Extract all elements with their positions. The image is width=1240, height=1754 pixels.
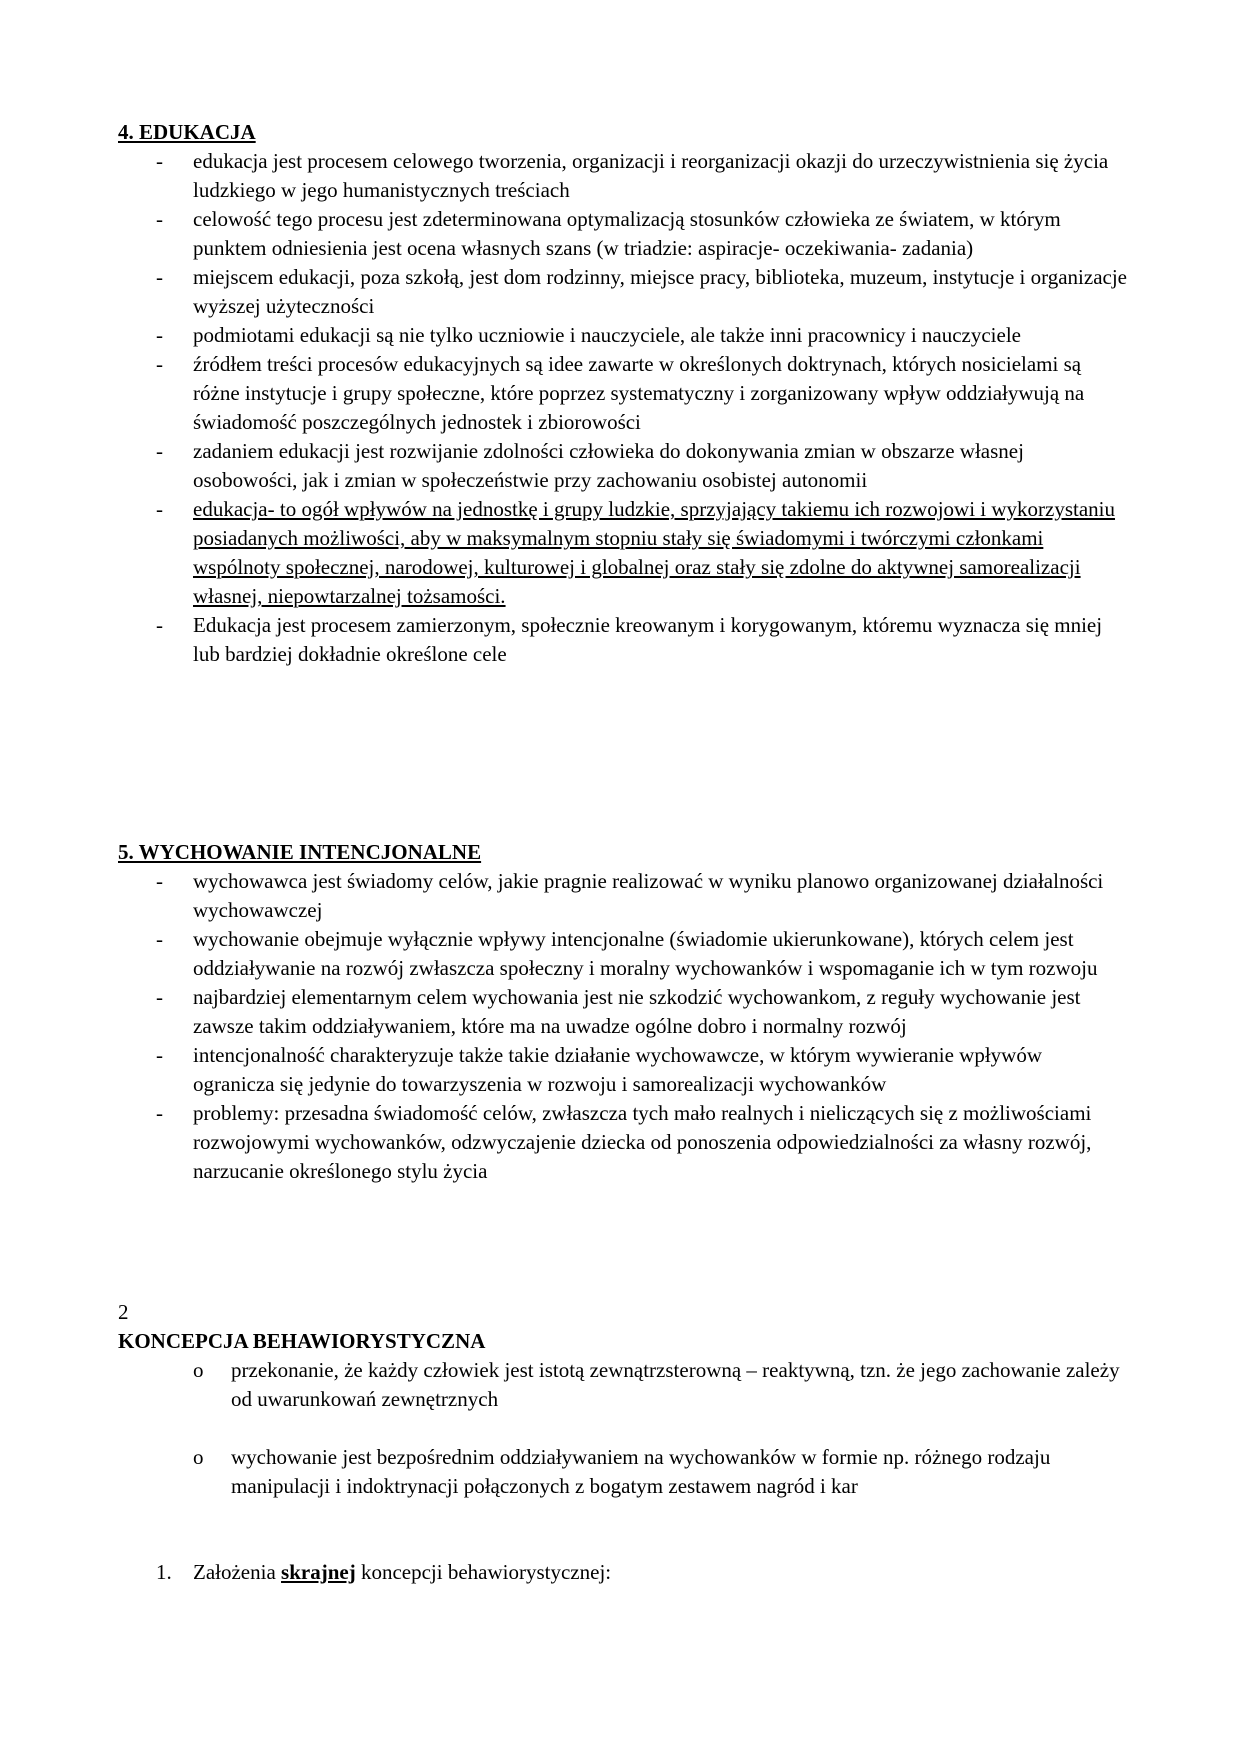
list-item (0, 1041, 1128, 1099)
list-item (0, 350, 1128, 437)
list-item-text (193, 1558, 1128, 1587)
list-item-text: edukacja- to ogół wpływów na jednostkę i grupy ludzkie, sprzyjający takiemu ich rozwojowi i wykorzystaniu posiadanych możliwości, aby w maksymalnym stopniu stały się świadomymi i twórczymi członkami wspólnoty społecznej, narodowej, kulturowej i globalnej oraz stały się zdolne do aktywnej samorealizacji własnej, niepowtarzalnej tożsamości. (193, 497, 1116, 608)
list-item (0, 205, 1128, 263)
list-item (0, 1356, 1128, 1414)
section-heading-edukacja: 4. EDUKACJA (118, 120, 256, 144)
list-item-text: przekonanie, że każdy człowiek jest istotą zewnątrzsterowną – reaktywną, tzn. że jego zachowanie zależy od uwarunkowań zewnętrznych (231, 1358, 1120, 1411)
list-item (0, 263, 1128, 321)
circle-bullet: o (193, 1358, 204, 1382)
dash-bullet: - (156, 869, 163, 893)
dash-bullet: - (156, 985, 163, 1009)
section-heading-wychowanie-intencjonalne: 5. WYCHOWANIE INTENCJONALNE (118, 840, 482, 864)
behawioryzm-list (0, 1356, 1240, 1501)
list-item (0, 925, 1128, 983)
list-item (0, 147, 1128, 205)
dash-bullet: - (156, 207, 163, 231)
numbered-list-item (0, 1558, 1128, 1587)
list-item-text: źródłem treści procesów edukacyjnych są idee zawarte w określonych doktrynach, których nosicielami są różne instytucje i grupy społeczne, które poprzez systematyczny i zorganizowany wpływ oddziaływują na świadomość poszczególnych jednostek i zbiorowości (193, 352, 1085, 434)
list-item-definition (0, 495, 1128, 611)
list-item (0, 611, 1128, 669)
list-item-text: Edukacja jest procesem zamierzonym, społecznie kreowanym i korygowanym, któremu wyznacza się mniej lub bardziej dokładnie określone cele (193, 613, 1103, 666)
text-suffix: koncepcji behawiorystycznej: (355, 1560, 612, 1584)
list-item-text: problemy: przesadna świadomość celów, zwłaszcza tych mało realnych i nieliczących się z możliwościami rozwojowymi wychowanków, odzwyczajenie dziecka od ponoszenia odpowiedzialności za własny rozwój, narzucanie określonego stylu życia (193, 1101, 1092, 1183)
list-item (0, 983, 1128, 1041)
list-item-text: wychowawca jest świadomy celów, jakie pragnie realizować w wyniku planowo organizowanej działalności wychowawczej (193, 869, 1104, 922)
list-item-text: edukacja jest procesem celowego tworzenia, organizacji i reorganizacji okazji do urzeczywistnienia się życia ludzkiego w jego humanistycznych treściach (193, 149, 1109, 202)
list-item-text: wychowanie obejmuje wyłącznie wpływy intencjonalne (świadomie ukierunkowane), których celem jest oddziaływanie na rozwój zwłaszcza społeczny i moralny wychowanków i wspomaganie ich w tym rozwoju (193, 927, 1098, 980)
dash-bullet: - (156, 439, 163, 463)
circle-bullet: o (193, 1445, 204, 1469)
dash-bullet: - (156, 149, 163, 173)
list-item (0, 867, 1128, 925)
list-item-text: podmiotami edukacji są nie tylko uczniowie i nauczyciele, ale także inni pracownicy i nauczyciele (193, 323, 1021, 347)
list-item (0, 1099, 1128, 1186)
numbered-list (0, 1558, 1240, 1587)
wychowanie-list (0, 867, 1240, 1186)
list-item-text: celowość tego procesu jest zdeterminowana optymalizacją stosunków człowieka ze światem, w którym punktem odniesienia jest ocena własnych szans (w triadzie: aspiracje- oczekiwania- zadania) (193, 207, 1061, 260)
list-item (0, 437, 1128, 495)
dash-bullet: - (156, 1101, 163, 1125)
section-number: 2 (118, 1300, 129, 1324)
dash-bullet: - (156, 352, 163, 376)
dash-bullet: - (156, 497, 163, 521)
dash-bullet: - (156, 265, 163, 289)
list-item-text: wychowanie jest bezpośrednim oddziaływaniem na wychowanków w formie np. różnego rodzaju manipulacji i indoktrynacji połączonych z bogatym zestawem nagród i kar (231, 1445, 1051, 1498)
edukacja-list (0, 147, 1240, 669)
text-prefix: Założenia (193, 1560, 282, 1584)
list-number: 1. (156, 1560, 172, 1584)
emphasized-word: skrajnej (281, 1560, 356, 1584)
list-item-text: najbardziej elementarnym celem wychowania jest nie szkodzić wychowankom, z reguły wychowanie jest zawsze takim oddziaływaniem, które ma na uwadze ogólne dobro i normalny rozwój (193, 985, 1081, 1038)
dash-bullet: - (156, 323, 163, 347)
list-item (0, 321, 1128, 350)
list-item-text: intencjonalność charakteryzuje także takie działanie wychowawcze, w którym wywieranie wpływów ogranicza się jedynie do towarzyszenia w rozwoju i samorealizacji wychowanków (193, 1043, 1042, 1096)
dash-bullet: - (156, 927, 163, 951)
dash-bullet: - (156, 613, 163, 637)
dash-bullet: - (156, 1043, 163, 1067)
section-heading-koncepcja-behawiorystyczna: KONCEPCJA BEHAWIORYSTYCZNA (118, 1329, 486, 1353)
list-item-text: miejscem edukacji, poza szkołą, jest dom rodzinny, miejsce pracy, biblioteka, muzeum, instytucje i organizacje wyższej użyteczności (193, 265, 1127, 318)
list-item (0, 1443, 1128, 1501)
list-item-text: zadaniem edukacji jest rozwijanie zdolności człowieka do dokonywania zmian w obszarze własnej osobowości, jak i zmian w społeczeństwie przy zachowaniu osobistej autonomii (193, 439, 1024, 492)
